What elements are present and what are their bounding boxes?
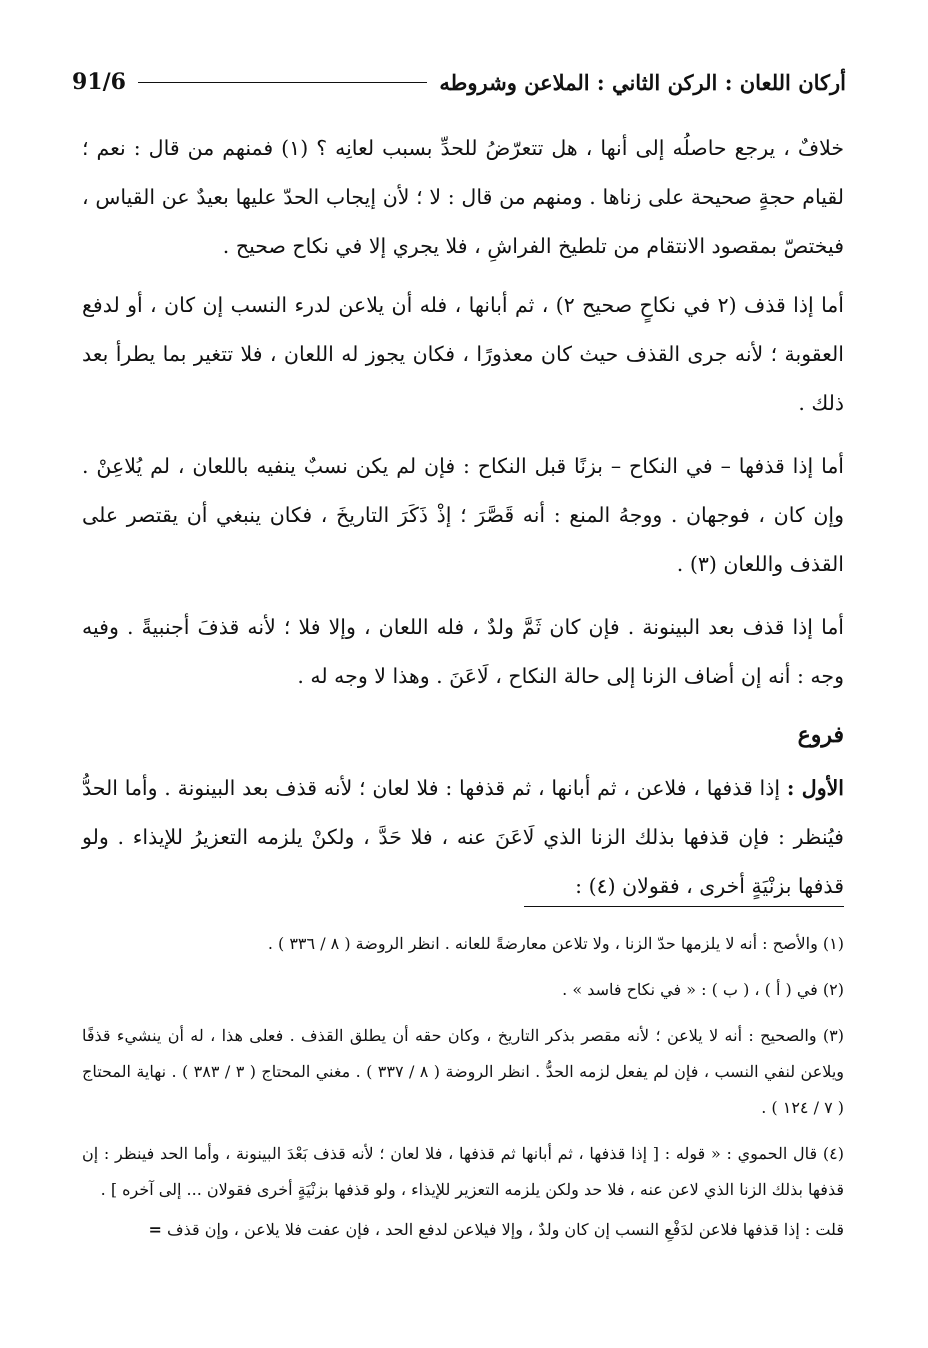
header-rule [138, 82, 427, 83]
page-number: 91/6 [72, 69, 126, 95]
continuation-mark: = [148, 1220, 162, 1239]
footnote: (٣) والصحيح : أنه لا يلاعن ؛ لأنه مقصر بذكر التاريخ ، وكان حقه أن يطلق القذف . فعلى هذا ، له أن ينشيء قذفًا ويلاعن لنفي النسب ، فإن لم يفعل لزمه الحدُّ . انظر الروضة ( ٨ / ٣٣٧ ) . مغني المحتاج ( ٣ / ٣٨٣ ) . نهاية المحتاج ( ٧ / ١٢٤ ) . [82, 1026, 845, 1117]
footnote: (٤) قال الحموي : « قوله : [ إذا قذفها ، ثم أبانها ثم قذفها ، فلا لعان ؛ لأنه قذف بَعْدَ البينونة ، وأما الحد فينظر : إن قذفها بذلك الزنا الذي لاعن عنه ، فلا حد ولكن يلزمه التعزير للإيذاء ، ولو قذفها بزنْيَةٍ أخرى فقولان ... إلى آخره ] . [82, 1144, 844, 1199]
footnotes [82, 926, 844, 1258]
footnote-continued [82, 1212, 844, 1248]
paragraph: أما إذا قذف بعد البينونة . فإن كان ثَمَّ ولدٌ ، فله اللعان ، وإلا فلا ؛ لأنه قذفَ أجنبيةً . وفيه وجه : أنه إن أضاف الزنا إلى حالة النكاح ، لَاعَنَ . وهذا لا وجه له . [82, 615, 844, 688]
main-text [82, 124, 844, 925]
branch-paragraph [82, 764, 844, 911]
footnote-text: قلت : إذا قذفها فلاعن لدَفْعِ النسب إن كان ولدٌ ، وإلا فيلاعن لدفع الحد ، فإن عفت فلا يلاعن ، وإن قذف [167, 1220, 844, 1239]
paragraph: خلافٌ ، يرجع حاصلُه إلى أنها ، هل تتعرّضُ للحدِّ بسبب لعانِه ؟ (١) فمنهم من قال : نعم ؛ لقيام حجةٍ صحيحة على زناها . ومنهم من قال : لا ؛ لأن إيجاب الحدّ عليها بعيدٌ عن القياس ، فيختصّ بمقصود الانتقام من تلطيخ الفراشِ ، فلا يجري إلا في نكاح صحيح . [82, 136, 845, 258]
footnote: (١) والأصح : أنه لا يلزمها حدّ الزنا ، ولا تلاعن معارضةً للعانه . انظر الروضة ( ٨ / ٣٣٦ ) . [267, 934, 844, 953]
paragraph: أما إذا قذفها – في النكاح – بزنًا قبل النكاح : فإن لم يكن نسبٌ ينفيه باللعان ، لم يُلاعِنْ . وإن كان ، فوجهان . ووجهُ المنع : أنه قَصَّرَ ؛ إذْ ذَكَرَ التاريخَ ، فكان ينبغي أن يقتصر على القذف واللعان (٣) . [82, 454, 844, 576]
branch-text: إذا قذفها ، فلاعن ، ثم أبانها ، ثم قذفها : فلا لعان ؛ لأنه قذف بعد البينونة . وأما الحدُّ فيُنظر : فإن قذفها بذلك الزنا الذي لَاعَنَ عنه ، فلا حَدَّ ، ولكنْ يلزمه التعزيرُ للإيذاء . ولو قذفها بزنْيَةٍ أخرى ، فقولان (٤) : [82, 776, 844, 898]
paragraph: أما إذا قذف (٢ في نكاحٍ صحيح ٢) ، ثم أبانها ، فله أن يلاعن لدرء النسب إن كان ، أو لدفع العقوبة ؛ لأنه جرى القذف حيث كان معذورًا ، فكان يجوز له اللعان ، فلا تتغير بما يطرأ بعد ذلك . [82, 293, 844, 415]
section-heading: فروع [797, 722, 844, 748]
footnote-separator [524, 906, 844, 907]
footnote: (٢) في ( أ ) ، ( ب ) : « في نكاح فاسد » . [562, 980, 844, 999]
branch-lead: الأول : [786, 776, 844, 800]
running-title: أركان اللعان : الركن الثاني : الملاعن وشروطه [439, 69, 846, 95]
running-header [72, 62, 846, 102]
